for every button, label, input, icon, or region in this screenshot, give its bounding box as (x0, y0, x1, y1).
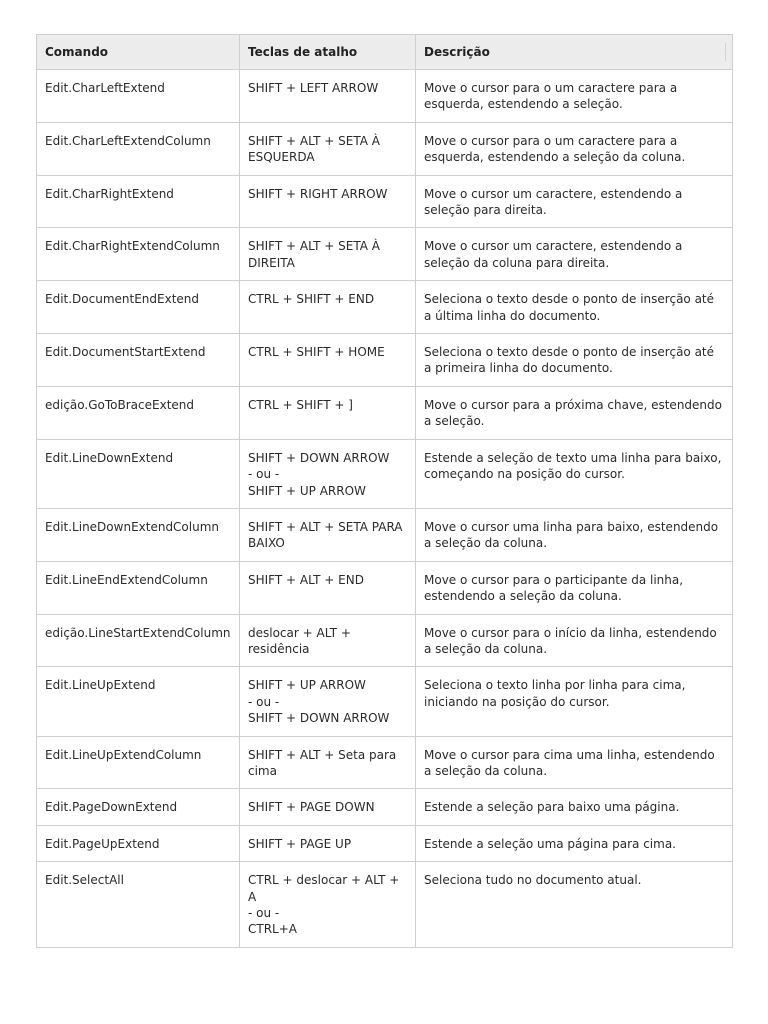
table-row (37, 386, 733, 439)
key-line: SHIFT + ALT + SETA PARA BAIXO (248, 519, 403, 551)
key-line: SHIFT + ALT + SETA À DIREITA (248, 239, 380, 270)
cell-keys (240, 736, 416, 789)
header-description: Descrição (416, 35, 733, 70)
cell-description: Seleciona o texto desde o ponto de inserção até a primeira linha do documento. (416, 334, 733, 387)
cell-command: Edit.CharRightExtendColumn (37, 228, 240, 281)
cell-keys (240, 667, 416, 736)
table-row (37, 667, 733, 736)
cell-description: Move o cursor para a próxima chave, estendendo a seleção. (416, 386, 733, 439)
cell-description: Move o cursor para o início da linha, estendendo a seleção da coluna. (416, 614, 733, 667)
cell-command: Edit.CharRightExtend (37, 175, 240, 228)
header-shortcut-keys: Teclas de atalho (240, 35, 416, 70)
cell-description: Move o cursor para o participante da linha, estendendo a seleção da coluna. (416, 561, 733, 614)
cell-keys (240, 228, 416, 281)
cell-description: Move o cursor um caractere, estendendo a seleção da coluna para direita. (416, 228, 733, 281)
key-line: CTRL + SHIFT + END (248, 292, 375, 307)
cell-command: Edit.LineUpExtend (37, 667, 240, 736)
cell-command: Edit.LineDownExtend (37, 439, 240, 508)
cell-keys (240, 614, 416, 667)
key-line: SHIFT + ALT + SETA À ESQUERDA (248, 133, 380, 165)
cell-command: Edit.PageUpExtend (37, 825, 240, 861)
cell-keys (240, 789, 416, 825)
cell-command: Edit.CharLeftExtendColumn (37, 122, 240, 175)
cell-description: Move o cursor um caractere, estendendo a seleção para direita. (416, 175, 733, 228)
header-command: Comando (37, 35, 240, 70)
table-row (37, 281, 733, 334)
cell-keys (240, 386, 416, 439)
key-line-separator: - ou - (248, 906, 280, 920)
table-row (37, 70, 733, 123)
cell-command: Edit.LineDownExtendColumn (37, 508, 240, 561)
table-row (37, 439, 733, 508)
cell-description: Seleciona o texto desde o ponto de inserção até a última linha do documento. (416, 281, 733, 334)
key-line: deslocar + ALT + residência (248, 625, 351, 656)
cell-command: Edit.DocumentStartExtend (37, 334, 240, 387)
cell-command: Edit.PageDownExtend (37, 789, 240, 825)
key-line: SHIFT + RIGHT ARROW (248, 186, 388, 201)
cell-command: Edit.LineEndExtendColumn (37, 561, 240, 614)
key-line: SHIFT + LEFT ARROW (248, 81, 379, 95)
cell-command: Edit.CharLeftExtend (37, 70, 240, 123)
cell-description: Estende a seleção de texto uma linha para baixo, começando na posição do cursor. (416, 439, 733, 508)
cell-keys (240, 334, 416, 387)
key-line: CTRL+A (248, 922, 297, 937)
key-line: SHIFT + ALT + Seta para cima (248, 747, 397, 778)
cell-description: Move o cursor uma linha para baixo, estendendo a seleção da coluna. (416, 508, 733, 561)
cell-keys (240, 175, 416, 228)
table-row (37, 508, 733, 561)
cell-description: Seleciona tudo no documento atual. (416, 862, 733, 948)
cell-description: Estende a seleção para baixo uma página. (416, 789, 733, 825)
header-row (37, 35, 733, 70)
cell-keys (240, 70, 416, 123)
cell-description: Seleciona o texto linha por linha para cima, iniciando na posição do cursor. (416, 667, 733, 736)
table-row (37, 122, 733, 175)
cell-description: Move o cursor para o um caractere para a esquerda, estendendo a seleção. (416, 70, 733, 123)
table-body (37, 70, 733, 948)
key-line: SHIFT + DOWN ARROW (248, 711, 390, 726)
key-line: SHIFT + UP ARROW (248, 483, 366, 498)
table-row (37, 789, 733, 825)
table-row (37, 334, 733, 387)
key-line: SHIFT + PAGE DOWN (248, 800, 375, 815)
cell-keys (240, 508, 416, 561)
shortcuts-table (36, 34, 733, 948)
cell-keys (240, 862, 416, 948)
cell-description: Estende a seleção uma página para cima. (416, 825, 733, 861)
cell-command: edição.LineStartExtendColumn (37, 614, 240, 667)
cell-command: Edit.DocumentEndExtend (37, 281, 240, 334)
cell-description: Move o cursor para o um caractere para a esquerda, estendendo a seleção da coluna. (416, 122, 733, 175)
cell-description: Move o cursor para cima uma linha, estendendo a seleção da coluna. (416, 736, 733, 789)
key-line: SHIFT + DOWN ARROW (248, 450, 390, 465)
key-line: CTRL + deslocar + ALT + A (248, 873, 400, 904)
key-line: SHIFT + PAGE UP (248, 836, 352, 851)
key-line: CTRL + SHIFT + ] (248, 397, 353, 412)
cell-keys (240, 122, 416, 175)
cell-keys (240, 281, 416, 334)
shortcuts-table-container (36, 34, 732, 948)
cell-command: edição.GoToBraceExtend (37, 386, 240, 439)
table-row (37, 825, 733, 861)
key-line: SHIFT + ALT + END (248, 572, 364, 587)
key-line-separator: - ou - (248, 467, 280, 482)
cell-command: Edit.SelectAll (37, 862, 240, 948)
cell-keys (240, 825, 416, 861)
table-row (37, 175, 733, 228)
table-row (37, 614, 733, 667)
table-header (37, 35, 733, 70)
table-row (37, 862, 733, 948)
key-line-separator: - ou - (248, 694, 280, 709)
cell-keys (240, 561, 416, 614)
key-line: SHIFT + UP ARROW (248, 678, 366, 693)
cell-command: Edit.LineUpExtendColumn (37, 736, 240, 789)
cell-keys (240, 439, 416, 508)
table-row (37, 736, 733, 789)
table-row (37, 228, 733, 281)
key-line: CTRL + SHIFT + HOME (248, 345, 385, 360)
table-row (37, 561, 733, 614)
